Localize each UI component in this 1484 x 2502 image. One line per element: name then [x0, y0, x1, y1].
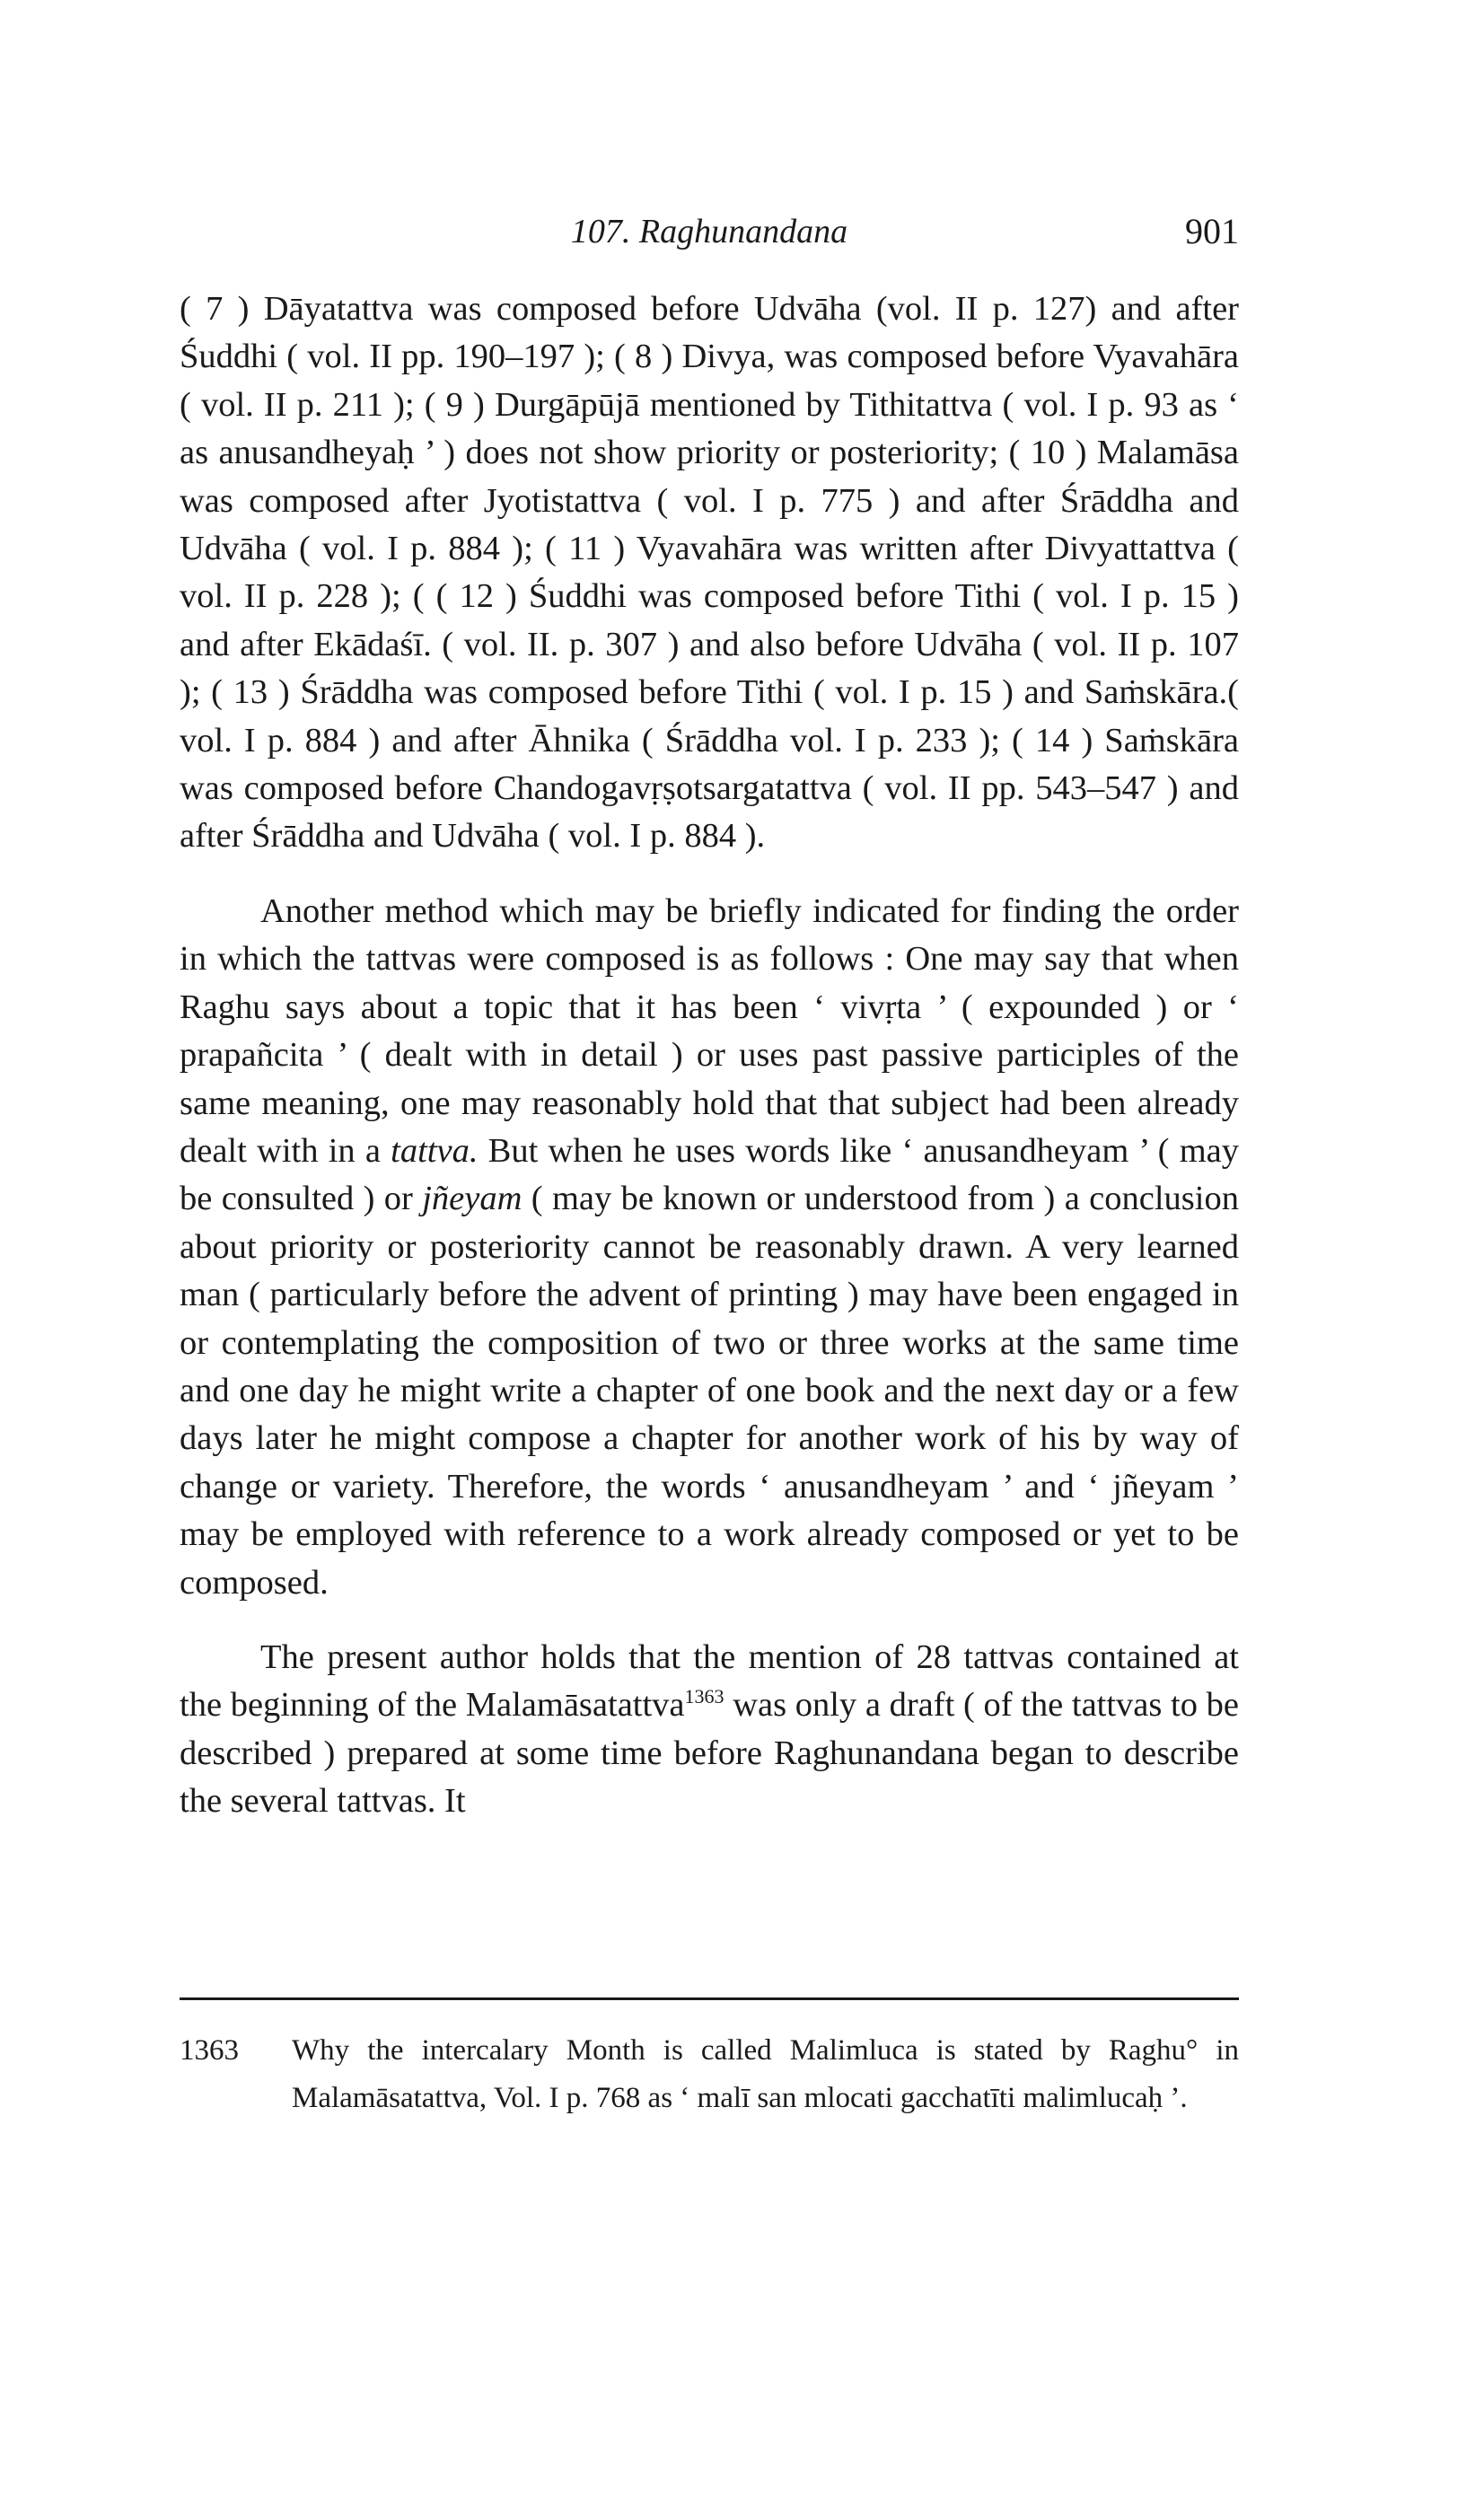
- footnote-text: Why the intercalary Month is called Malimluca is stated by Raghu° in Malamāsatattva, Vol. I p. 768 as ‘ malī san mlocati gacchatīti malimlucaḥ ’.: [292, 2034, 1239, 2114]
- footnote-number: 1363: [180, 2034, 239, 2067]
- paragraph-3-part-1: The present author holds that the mention of 28 tattvas contained at the beginning of the Malamāsatattva: [180, 1637, 1239, 1725]
- paragraph-2: [180, 888, 1239, 1607]
- paragraph-3: [180, 1634, 1239, 1826]
- italic-term-tattva: tattva.: [391, 1131, 479, 1170]
- footnote: [180, 2027, 1239, 2122]
- running-head-title: 107. Raghunandana: [570, 213, 848, 250]
- page-number: 901: [1185, 211, 1239, 251]
- italic-term-jneyam: jñeyam: [422, 1180, 522, 1218]
- paragraph-2-part-2: But when he uses words like ‘ anusandheyam ’ ( may be consulted ) or: [180, 1131, 1239, 1218]
- paragraph-1: ( 7 ) Dāyatattva was composed before Udvāha (vol. II p. 127) and after Śuddhi ( vol. II pp. 190–197 ); ( 8 ) Divya, was composed before Vyavahāra ( vol. II p. 211 ); ( 9 ) Durgāpūjā mentioned by Tithitattva ( vol. I p. 93 as ‘ as anusandheyaḥ ’ ) does not show priority or posteriority; ( 10 ) Malamāsa was composed after Jyotistattva ( vol. I p. 775 ) and after Śrāddha and Udvāha ( vol. I p. 884 ); ( 11 ) Vyavahāra was written after Divyattattva ( vol. II p. 228 ); ( ( 12 ) Śuddhi was composed before Tithi ( vol. I p. 15 ) and after Ekādaśī. ( vol. II. p. 307 ) and also before Udvāha ( vol. II p. 107 ); ( 13 ) Śrāddha was composed before Tithi ( vol. I p. 15 ) and Saṁskāra.( vol. I p. 884 ) and after Āhnika ( Śrāddha vol. I p. 233 ); ( 14 ) Saṁskāra was composed before Chandogavṛṣotsargatattva ( vol. II pp. 543–547 ) and after Śrāddha and Udvāha ( vol. I p. 884 ).: [180, 290, 1239, 856]
- footnote-divider: [180, 1997, 1239, 2000]
- paragraph-2-part-1: Another method which may be briefly indicated for finding the order in which the tattvas were composed is as follows : One may say that when Raghu says about a topic that it has been ‘ vivṛta ’ ( expounded ) or ‘ prapañcita ’ ( dealt with in detail ) or uses past passive participles of the same meaning, one may reasonably hold that that subject had been already dealt with in a: [180, 891, 1239, 1170]
- body-text: [180, 285, 1239, 1826]
- running-head: [180, 205, 1239, 259]
- paragraph-2-part-3: ( may be known or understood from ) a conclusion about priority or posteriority cannot be reasonably drawn. A very learned man ( particularly before the advent of printing ) may have been engaged in or contemplating the composition of two or three works at the same time and one day he might write a chapter of one book and the next day or a few days later he might compose a chapter for another work of his by way of change or variety. Therefore, the words ‘ anusandheyam ’ and ‘ jñeyam ’ may be employed with reference to a work already composed or yet to be composed.: [180, 1180, 1239, 1602]
- paragraph-3-part-2: was only a draft ( of the tattvas to be described ) prepared at some time before Raghunandana began to describe the several tattvas. It: [180, 1686, 1240, 1821]
- footnote-reference[interactable]: 1363: [684, 1685, 724, 1708]
